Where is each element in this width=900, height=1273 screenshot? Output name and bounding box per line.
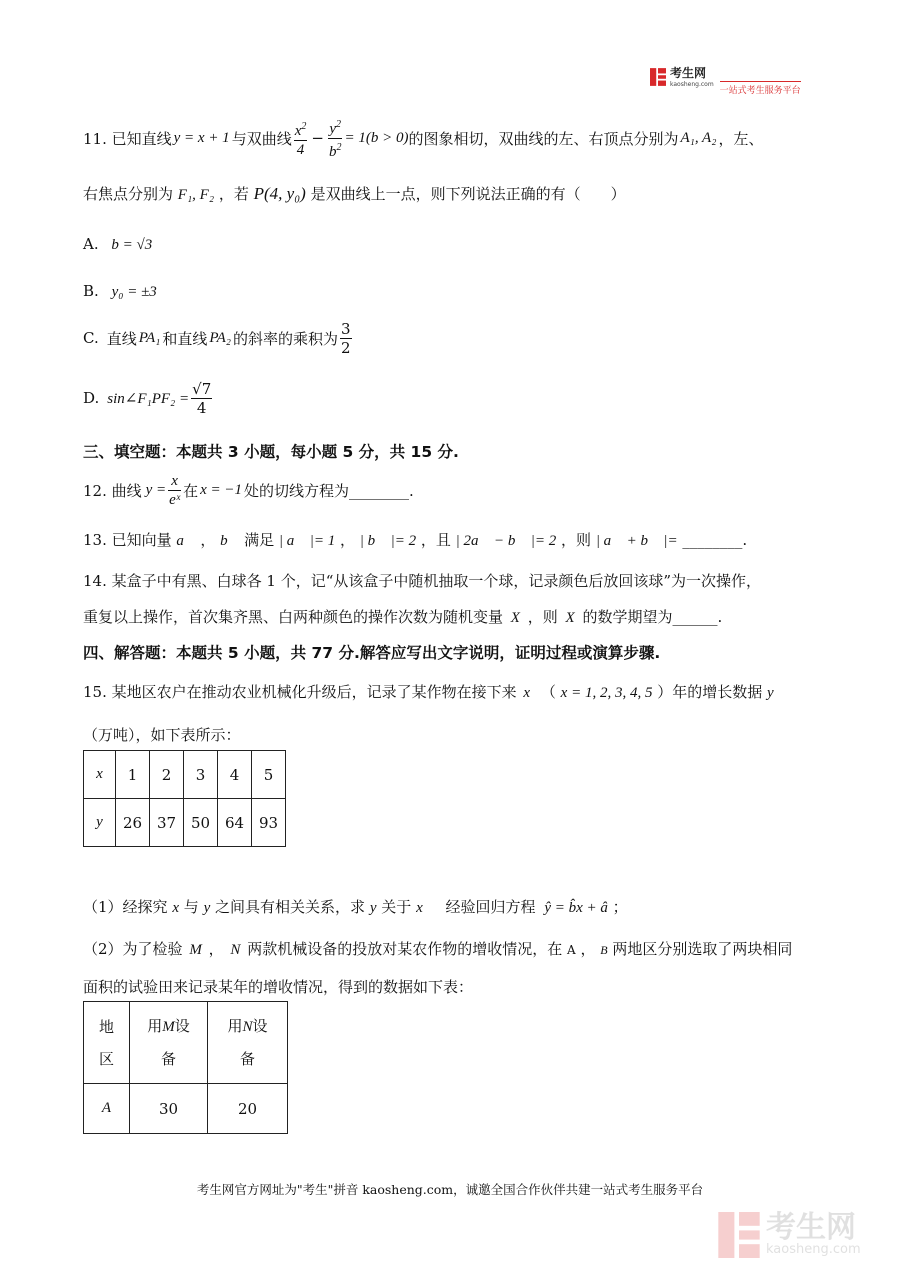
table-cell: 64 [218, 799, 252, 847]
header-cell-region: 地 区 [84, 1002, 130, 1084]
q12: 12. 曲线 y = $\frac{x}{\text{eˣ}}$ 在 x = −1 处的切线方程为________. [83, 472, 414, 508]
sin-frac: $\frac{√7}{4}$ [192, 379, 212, 417]
q11-option-d: D. sin∠F₁PF₂ = $\frac{√7}{4}$ [83, 379, 212, 417]
q13: 13. 已知向量 a⃗ ， b⃗ 满足 | a⃗ |= 1 ， | b⃗ |= 2 ，且 | 2a⃗ − b⃗ |= 2 ，则 | a⃗ + b⃗ |= ________. [83, 531, 748, 549]
table-row-y [84, 799, 286, 847]
q15-line2: （万吨），如下表所示： [83, 726, 241, 744]
table-cell: 50 [184, 799, 218, 847]
table-row [84, 1084, 288, 1134]
logo-text: 考生网 [670, 66, 707, 80]
table-cell: 5 [252, 751, 286, 799]
q11-option-a: A. b = √3 [83, 235, 153, 253]
table-cell: y [84, 799, 116, 847]
hyperbola-y-frac: $\frac{y^2}{b^2}$ [328, 116, 343, 161]
table-cell: A [84, 1084, 130, 1134]
q11-line1: 11. 已知直线 y = x + 1 与双曲线 $\frac{x^2}{4}$ − $\frac{y^2}{b^2}$ = 1(b > 0) 的图象相切，双曲线的左、右顶点分别为 A₁, A₂ ，左、 [83, 118, 763, 158]
watermark [718, 1212, 861, 1258]
q11-option-b: B. y₀ = ±3 [83, 282, 157, 300]
table-cell: 93 [252, 799, 286, 847]
table-cell: 4 [218, 751, 252, 799]
section-3-heading: 三、填空题：本题共 3 小题，每小题 5 分，共 15 分. [83, 443, 459, 461]
equipment-yield-table [83, 1001, 288, 1134]
hyperbola-x-frac: $\frac{x^2}{4}$ [294, 118, 308, 159]
q15-part1: （1）经探究 x 与 y 之间具有相关关系，求 y 关于 x 经验回归方程 ŷ = b̂x + â ； [83, 898, 628, 916]
header-cell-n: 用N设 备 [208, 1002, 288, 1084]
table-cell: 2 [150, 751, 184, 799]
table-cell: 26 [116, 799, 150, 847]
header-logo [650, 68, 801, 96]
table-cell: 20 [208, 1084, 288, 1134]
q14-line2: 重复以上操作，首次集齐黑、白两种颜色的操作次数为随机变量 X ，则 X 的数学期望为______. [83, 608, 723, 626]
q14-line1: 14. 某盒子中有黑、白球各 1 个，记“从该盒子中随机抽取一个球，记录颜色后放回该球”为一次操作， [83, 572, 762, 590]
q15-part2-line2: 面积的试验田来记录某年的增收情况，得到的数据如下表： [83, 978, 474, 996]
page-footer: 考生网官方网址为"考生"拼音 kaosheng.com，诚邀全国合作伙伴共建一站式考生服务平台 [196, 1182, 704, 1197]
slope-product-frac: $\frac{3}{2}$ [340, 319, 351, 357]
logo-slogan: 一站式考生服务平台 [720, 81, 801, 96]
kaosheng-logo-icon [650, 68, 666, 86]
q15-line1: 15. 某地区农户在推动农业机械化升级后，记录了某作物在接下来 x （ x = 1, 2, 3, 4, 5 ）年的增长数据 y [83, 683, 774, 701]
growth-data-table [83, 750, 286, 847]
table-cell: 37 [150, 799, 184, 847]
q11-line2: 右焦点分别为 F₁, F₂ ，若 P(4, y₀) 是双曲线上一点，则下列说法正确的有（ ） [83, 184, 626, 203]
table-cell: 30 [130, 1084, 208, 1134]
table-cell: x [84, 751, 116, 799]
watermark-text: 考生网 [766, 1210, 856, 1245]
table-cell: 1 [116, 751, 150, 799]
section-4-heading: 四、解答题：本题共 5 小题，共 77 分.解答应写出文字说明，证明过程或演算步骤. [83, 644, 661, 662]
watermark-logo-icon [718, 1212, 760, 1258]
table-header-row [84, 1002, 288, 1084]
q12-frac: $\frac{x}{\text{eˣ}}$ [169, 472, 181, 508]
header-cell-m: 用M设 备 [130, 1002, 208, 1084]
table-row-x [84, 751, 286, 799]
q15-part2-line1: （2）为了检验 M ， N 两款机械设备的投放对某农作物的增收情况，在 A ， B 两地区分别选取了两块相同 [83, 940, 793, 958]
table-cell: 3 [184, 751, 218, 799]
q11-option-c: C. 直线 PA₁ 和直线 PA₂ 的斜率的乘积为 $\frac{3}{2}$ [83, 319, 351, 357]
logo-sub: kaosheng.com [670, 81, 714, 88]
watermark-sub: kaosheng.com [766, 1242, 861, 1257]
